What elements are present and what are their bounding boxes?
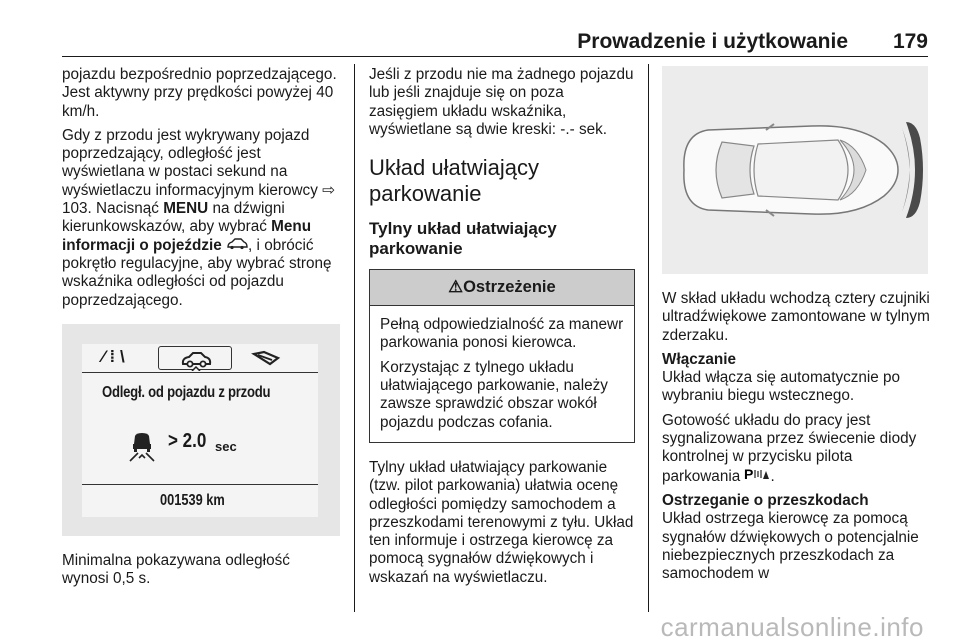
- paragraph: Jeśli z przodu nie ma żadnego pojazdu lub jeśli znajduje się on poza zasięgiem układu wskaźnika, wyświetlane są dwie kreski: -.- sek.: [369, 66, 634, 138]
- paragraph: Minimalna pokazywana odległość wynosi 0,5 s.: [62, 551, 290, 588]
- chapter-title: Prowadzenie i użytkowanie: [577, 30, 848, 53]
- warning-header: ⚠Ostrzeżenie: [370, 270, 634, 306]
- parking-sensor-illustration: [662, 66, 928, 274]
- display-rule: [82, 372, 318, 373]
- odometer: 001539 km: [160, 491, 225, 509]
- car-top-view-icon: [662, 66, 928, 274]
- driver-info-display: [82, 344, 318, 517]
- distance-unit: sec: [215, 438, 237, 454]
- subheading: Ostrzeganie o przeszkodach: [662, 491, 869, 509]
- paragraph: Korzystając z tylnego układu ułatwiającego parkowanie, należy zawsze sprawdzić obszar wokół pojazdu podczas cofania.: [380, 358, 608, 431]
- warning-body: [370, 306, 634, 442]
- paragraph: Gdy z przodu jest wykrywany pojazd poprzedzający, odległość jest wyświetlana w postaci sekund na wyświetlaczu informacyjnym kierowcy ⇨ 103. Nacisnąć MENU na dźwigni kierunkowskazów, aby wybrać Menu informacji o pojeździe , i obrócić pokrętło regulacyjne, aby wybrać stronę wskaźnika odległości od pojazdu poprzedzającego.: [62, 126, 335, 309]
- watermark: carmanualsonline.info: [660, 612, 924, 642]
- paragraph: Tylny układ ułatwiający parkowanie (tzw. pilot parkowania) ułatwia ocenę odległości pomiędzy samochodem a przeszkodami terenowymi z tyłu. Układ ten informuje i ostrzega kierowcę za pomocą sygnałów dźwiękowych i wskazań na wyświetlaczu.: [369, 458, 634, 586]
- warning-icon: ⚠: [448, 278, 464, 297]
- paragraph: Układ włącza się automatycznie po wybraniu biegu wstecznego.: [662, 369, 901, 405]
- vehicle-ahead-icon: [126, 430, 158, 462]
- menu-button-name: MENU: [163, 200, 209, 218]
- column-2: [369, 66, 635, 593]
- column-divider: [648, 64, 649, 612]
- column-1: [62, 66, 340, 594]
- column-3: [662, 66, 932, 589]
- tab-trip-icon: ⁄ ⁞ \: [102, 346, 125, 366]
- paragraph: Układ ostrzega kierowcę za pomocą sygnałów dźwiękowych o potencjalnie niebezpiecznych przeszkodach za samochodem w: [662, 510, 919, 583]
- page-header: [62, 30, 928, 54]
- subsection-heading: Tylny układ ułatwiający parkowanie: [369, 219, 557, 259]
- paragraph: pojazdu bezpośrednio poprzedzającego. Jest aktywny przy prędkości powyżej 40 km/h.: [62, 66, 337, 120]
- menu-name: Menu informacji o pojeździe: [62, 218, 312, 254]
- vehicle-menu-icon: [226, 237, 248, 254]
- car-icon: [159, 347, 233, 371]
- display-rule: [82, 484, 318, 485]
- parking-pilot-icon: [744, 468, 770, 485]
- eco-icon: [250, 348, 284, 368]
- tab-vehicle-selected: [158, 346, 232, 370]
- subheading: Włączanie: [662, 350, 736, 368]
- paragraph: Pełną odpowiedzialność za manewr parkowania ponosi kierowca.: [380, 316, 624, 352]
- distance-label: Odległ. od pojazdu z przodu: [102, 383, 271, 401]
- page-ref-icon: ⇨: [322, 181, 335, 199]
- paragraph: W skład układu wchodzą cztery czujniki ultradźwiękowe zamontowane w tylnym zderzaku.: [662, 290, 930, 344]
- header-rule: [62, 56, 928, 57]
- page-number: 179: [892, 30, 928, 53]
- section-heading: Układ ułatwiający parkowanie: [369, 155, 539, 207]
- paragraph: Gotowość układu do pracy jest sygnalizowana przez świecenie diody kontrolnej w przycisku pilota parkowania P .: [662, 411, 917, 485]
- dashboard-illustration: [62, 324, 340, 536]
- distance-value: > 2.0: [168, 429, 207, 452]
- svg-text:P: P: [744, 466, 754, 481]
- column-divider: [354, 64, 355, 612]
- warning-box: [369, 269, 635, 443]
